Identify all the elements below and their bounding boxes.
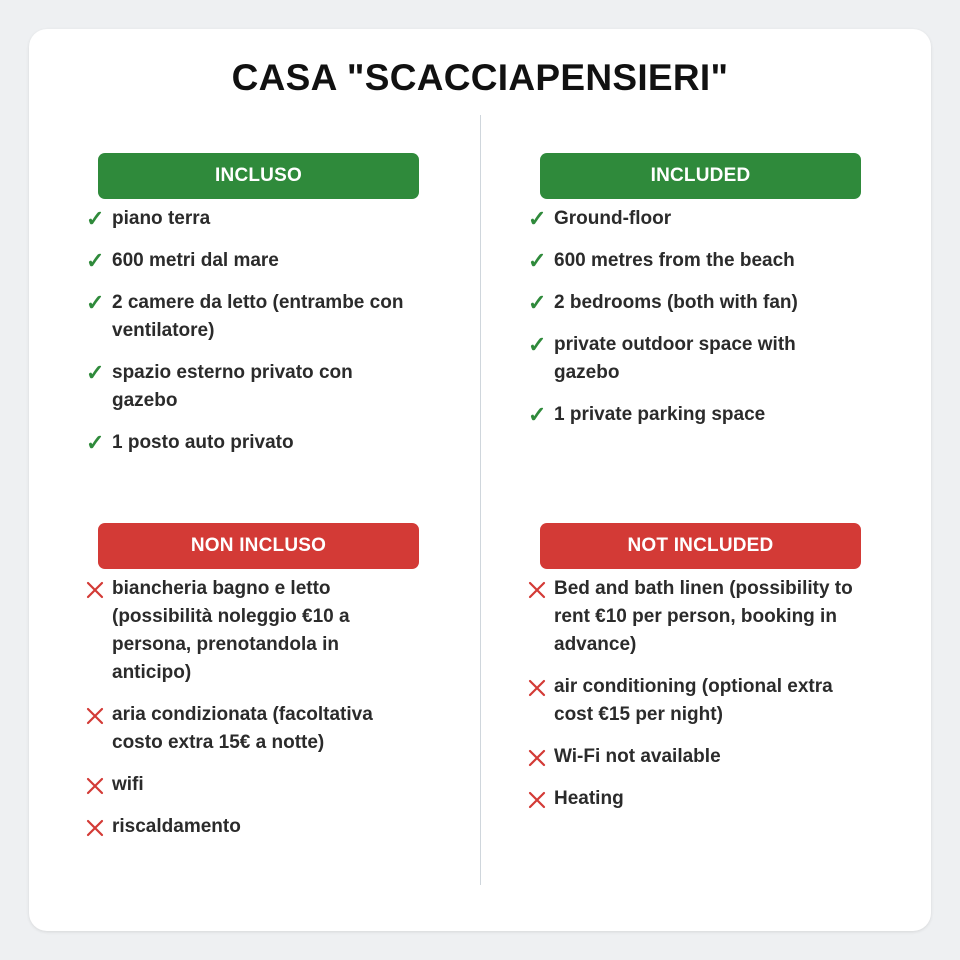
list-item: ✓ Ground-floor — [528, 206, 672, 231]
list-item: Wi-Fi not available — [528, 743, 858, 771]
list-item: ✓ spazio esterno privato con gazebo — [86, 360, 353, 411]
cross-icon — [86, 771, 112, 795]
cross-icon — [86, 701, 112, 725]
check-icon: ✓ — [86, 430, 105, 455]
list-item: ✓ 600 metri dal mare — [86, 248, 279, 273]
incluso-list — [86, 205, 416, 457]
cross-icon — [86, 575, 112, 599]
incluso-header: INCLUSO — [98, 153, 419, 199]
cross-icon — [528, 785, 554, 809]
list-item: wifi — [86, 771, 416, 799]
cross-icon — [86, 813, 112, 837]
check-icon: ✓ — [528, 402, 547, 427]
check-icon: ✓ — [528, 206, 547, 231]
check-icon: ✓ — [528, 290, 547, 315]
included-list — [528, 205, 858, 429]
incluso-section — [86, 153, 416, 471]
list-item: Heating — [528, 785, 858, 813]
cross-icon — [528, 575, 554, 599]
list-item: ✓ 2 bedrooms (both with fan) — [528, 290, 798, 315]
not-included-section — [528, 523, 858, 827]
column-divider — [480, 115, 481, 885]
non-incluso-section — [86, 523, 416, 855]
not-included-list — [528, 575, 858, 813]
list-item: air conditioning (optional extra cost €15 per night) — [528, 673, 858, 729]
check-icon: ✓ — [86, 206, 105, 231]
cross-icon — [528, 743, 554, 767]
list-item: ✓ 600 metres from the beach — [528, 248, 795, 273]
check-icon: ✓ — [86, 248, 105, 273]
list-item: ✓ 1 private parking space — [528, 402, 766, 427]
list-item: Bed and bath linen (possibility to rent €10 per person, booking in advance) — [528, 575, 858, 659]
included-section — [528, 153, 858, 443]
cross-icon — [528, 673, 554, 697]
list-item: ✓ private outdoor space with gazebo — [528, 332, 796, 383]
not-included-header: NOT INCLUDED — [540, 523, 861, 569]
list-item: biancheria bagno e letto (possibilità noleggio €10 a persona, prenotandola in anticipo) — [86, 575, 416, 687]
check-icon: ✓ — [528, 332, 547, 357]
list-item: ✓ piano terra — [86, 206, 211, 231]
check-icon: ✓ — [86, 360, 105, 385]
list-item: riscaldamento — [86, 813, 416, 841]
check-icon: ✓ — [528, 248, 547, 273]
list-item: ✓ 2 camere da letto (entrambe con ventilatore) — [86, 290, 404, 341]
non-incluso-header: NON INCLUSO — [98, 523, 419, 569]
page-title: CASA "SCACCIAPENSIERI" — [231, 57, 729, 98]
included-header: INCLUDED — [540, 153, 861, 199]
list-item: aria condizionata (facoltativa costo extra 15€ a notte) — [86, 701, 416, 757]
check-icon: ✓ — [86, 290, 105, 315]
list-item: ✓ 1 posto auto privato — [86, 430, 294, 455]
non-incluso-list — [86, 575, 416, 841]
